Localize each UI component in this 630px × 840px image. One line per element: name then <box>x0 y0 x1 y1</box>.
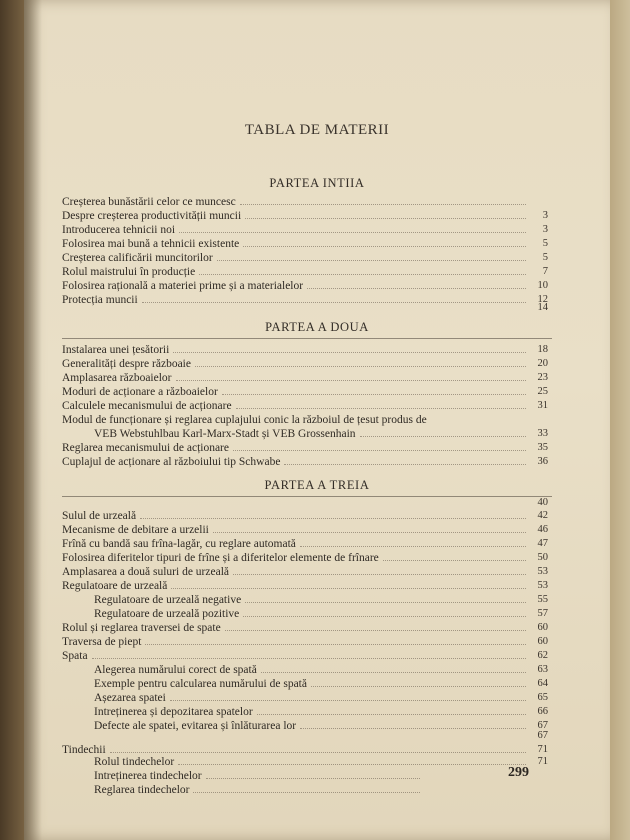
toc-subentry: Exemple pentru calcularea numărului de spată 64 <box>94 678 548 690</box>
toc-entry: Mecanisme de debitare a urzelii 46 <box>62 524 548 536</box>
toc-entry: 67 <box>537 730 548 741</box>
divider <box>62 338 552 339</box>
page-number: 299 <box>508 765 529 780</box>
toc-subentry: Intreținerea și depozitarea spatelor 66 <box>94 706 548 718</box>
toc-entry: Folosirea diferitelor tipuri de frîne și a diferitelor elemente de frînare 50 <box>62 552 548 564</box>
toc-entry: 40 <box>537 497 548 508</box>
toc-subentry: Așezarea spatei 65 <box>94 692 548 704</box>
toc-entry: Amplasarea războaielor 23 <box>62 372 548 384</box>
background-right <box>608 0 630 840</box>
toc-entry: Reglarea mecanismului de acționare 35 <box>62 442 548 454</box>
part-heading: PARTEA INTIIA <box>269 176 365 190</box>
background-left <box>0 0 26 840</box>
toc-entry: Amplasarea a două suluri de urzeală 53 <box>62 566 548 578</box>
toc-entry: Protecția muncii 12 <box>62 294 548 306</box>
toc-subentry: Intreținerea tindechelor <box>94 769 424 783</box>
toc-subentry: Regulatoare de urzeală pozitive 57 <box>94 608 548 620</box>
toc-entry: Folosirea rațională a materiei prime și a materialelor 10 <box>62 280 548 292</box>
toc-entry: Rolul maistrului în producție 7 <box>62 266 548 278</box>
toc-entry: Moduri de acționare a războaielor 25 <box>62 386 548 398</box>
toc-entry: Tindechii 71 <box>62 744 548 756</box>
toc-trailing-page: 14 <box>537 302 548 313</box>
toc-subentry: Regulatoare de urzeală negative 55 <box>94 594 548 606</box>
toc-entry: Sulul de urzeală 42 <box>62 510 548 522</box>
toc-subentry: Alegerea numărului corect de spată 63 <box>94 664 548 676</box>
toc-entry-continuation: VEB Webstuhlbau Karl-Marx-Stadt și VEB Grossenhain 33 <box>94 428 548 440</box>
toc-entry: Frînă cu bandă sau frîna-lagăr, cu reglare automată 47 <box>62 538 548 550</box>
toc-entry: Creșterea bunăstării celor ce muncesc <box>62 195 530 209</box>
toc-entry: Instalarea unei țesătorii 18 <box>62 344 548 356</box>
part-heading: PARTEA A TREIA <box>264 478 370 492</box>
toc-subentry: Reglarea tindechelor <box>94 783 424 797</box>
toc-entry: Calculele mecanismului de acționare 31 <box>62 400 548 412</box>
toc-entry: Rolul și reglarea traversei de spate 60 <box>62 622 548 634</box>
part-heading: PARTEA A DOUA <box>265 320 369 334</box>
toc-entry: Despre creșterea productivității muncii 3 <box>62 210 548 222</box>
toc-entry: Spata 62 <box>62 650 548 662</box>
page-title: TABLA DE MATERII <box>244 122 390 138</box>
toc-entry: Creșterea calificării muncitorilor 5 <box>62 252 548 264</box>
toc-entry: Folosirea mai bună a tehnicii existente 5 <box>62 238 548 250</box>
toc-entry: Regulatoare de urzeală 53 <box>62 580 548 592</box>
toc-subentry: Rolul tindechelor 71 <box>94 756 548 768</box>
toc-entry: Introducerea tehnicii noi 3 <box>62 224 548 236</box>
toc-entry: Cuplajul de acționare al războiului tip Schwabe 36 <box>62 456 548 468</box>
toc-entry: Modul de funcționare și reglarea cuplajului conic la războiul de țesut produs de <box>62 414 427 426</box>
toc-subentry: Defecte ale spatei, evitarea și înlăturarea lor 67 <box>94 720 548 732</box>
book-page <box>24 0 610 840</box>
toc-entry: Generalități despre războaie 20 <box>62 358 548 370</box>
toc-entry: Traversa de piept 60 <box>62 636 548 648</box>
